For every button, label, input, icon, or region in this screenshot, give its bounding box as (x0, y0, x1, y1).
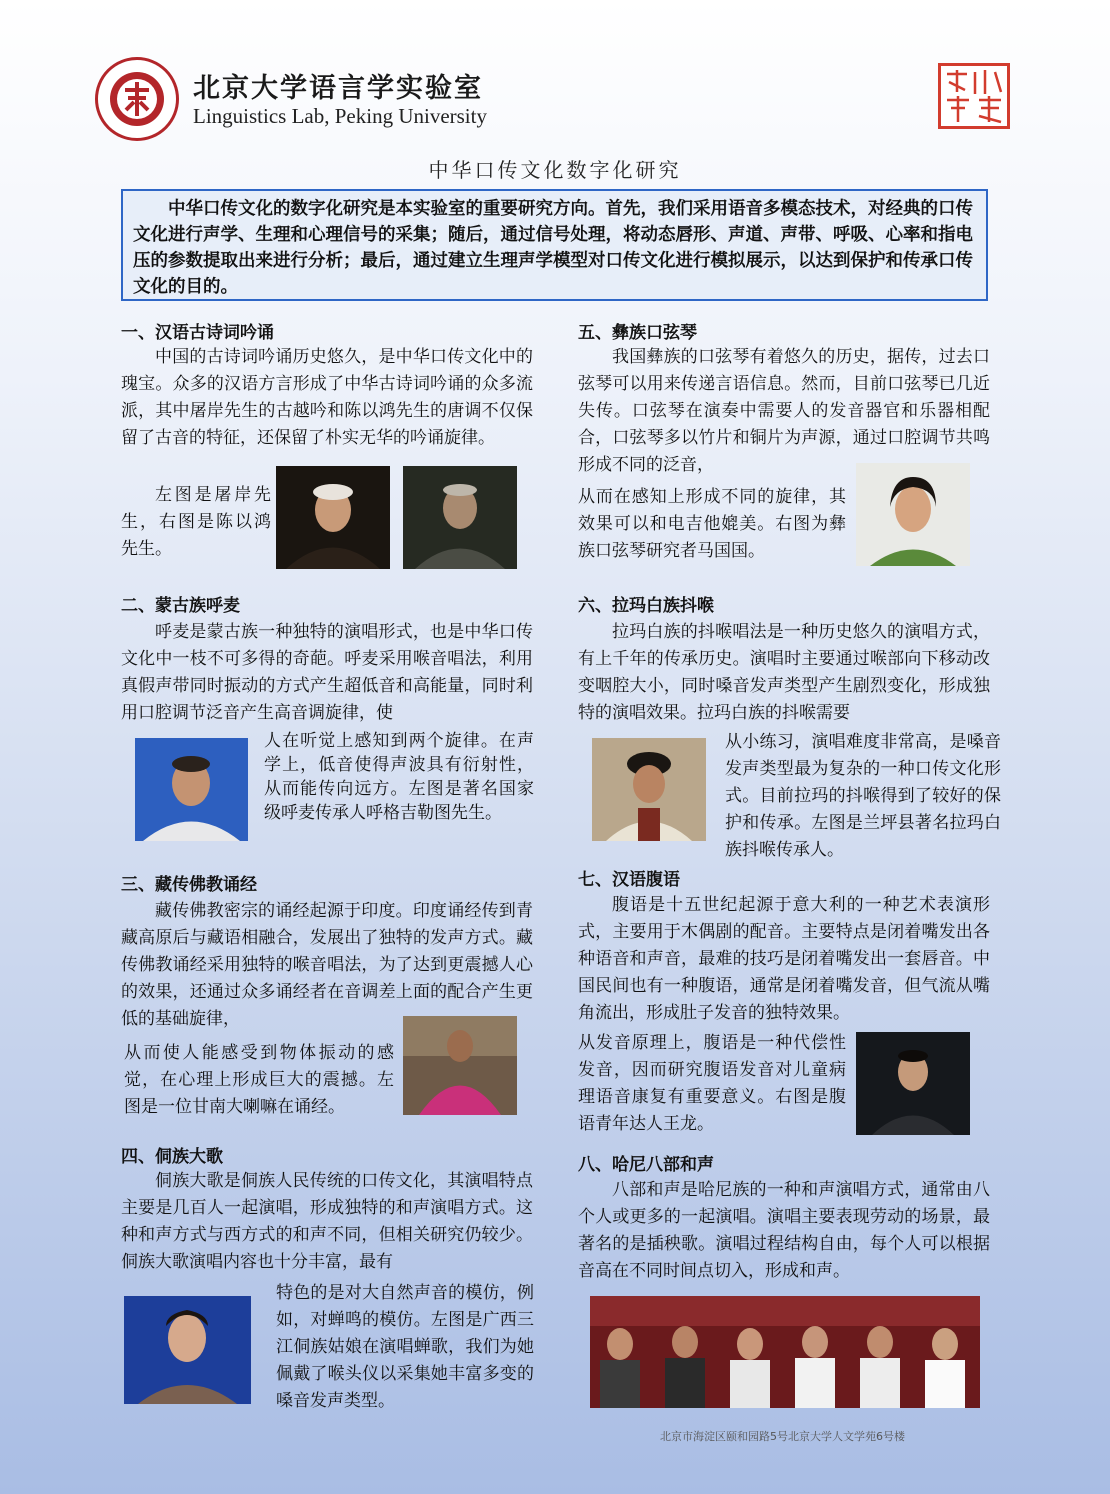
section-5-heading: 五、彝族口弦琴 (578, 323, 697, 343)
section-3-text-continued: 从而使人能感受到物体振动的感觉，在心理上形成巨大的震撼。左图是一位甘南大喇嘛在诵经。 (124, 1043, 394, 1117)
section-5-text-continued: 从而在感知上形成不同的旋律，其效果可以和电吉他媲美。右图为彝族口弦琴研究者马国国。 (578, 487, 846, 561)
peking-university-seal-icon (95, 57, 179, 141)
section-4-heading: 四、侗族大歌 (121, 1147, 223, 1167)
lab-title-cn: 北京大学语言学实验室 (193, 73, 483, 104)
section-6-heading: 六、拉玛白族抖喉 (578, 596, 714, 616)
photo-wang-long (856, 1032, 970, 1135)
photo-hugjiltu (135, 738, 248, 841)
section-6-text-continued: 从小练习，演唱难度非常高，是嗓音发声类型最为复杂的一种口传文化形式。目前拉玛的抖喉得到了较好的保护和传承。左图是兰坪县著名拉玛白族抖喉传承人。 (725, 732, 1001, 860)
section-6-text: 拉玛白族的抖喉唱法是一种历史悠久的演唱方式，有上千年的传承历史。演唱时主要通过喉部向下移动改变咽腔大小，同时嗓音发声类型产生剧烈变化，形成独特的演唱效果。拉玛白族的抖喉需要 (578, 622, 990, 723)
section-7-text: 腹语是十五世纪起源于意大利的一种艺术表演形式，主要用于木偶剧的配音。主要特点是闭着嘴发出各种语音和声音，最难的技巧是闭着嘴发出一套唇音。中国民间也有一种腹语，通常是闭着嘴发音，但气流从嘴角流出，形成肚子发音的独特效果。 (578, 895, 990, 1023)
photo-dong-singer (124, 1296, 251, 1404)
photo-lama-bai-singer (592, 738, 706, 841)
section-4-text-continued: 特色的是对大自然声音的模仿，例如，对蝉鸣的模仿。左图是广西三江侗族姑娘在演唱蝉歌，我们为她佩戴了喉头仪以采集她丰富多变的嗓音发声类型。 (276, 1283, 534, 1411)
section-1-caption: 左图是屠岸先生，右图是陈以鸿先生。 (121, 485, 271, 559)
section-1-heading: 一、汉语古诗词吟诵 (121, 323, 274, 343)
section-5-text: 我国彝族的口弦琴有着悠久的历史，据传，过去口弦琴可以用来传递言语信息。然而，目前口弦琴已几近失传。口弦琴在演奏中需要人的发音器官和乐器相配合，口弦琴多以竹片和铜片为声源，通过口腔调节共鸣形成不同的泛音， (578, 347, 990, 475)
section-2-heading: 二、蒙古族呼麦 (121, 596, 240, 616)
section-2-text: 呼麦是蒙古族一种独特的演唱形式，也是中华口传文化中一枝不可多得的奇葩。呼麦采用喉音唱法，利用真假声带同时振动的方式产生超低音和高能量，同时利用口腔调节泛音产生高音调旋律，使 (121, 622, 533, 723)
section-1-text: 中国的古诗词吟诵历史悠久，是中华口传文化中的瑰宝。众多的汉语方言形成了中华古诗词吟诵的众多流派，其中屠岸先生的古越吟和陈以鸿先生的唐调不仅保留了古音的特征，还保留了朴实无华的吟诵旋律。 (121, 347, 533, 448)
page-title: 中华口传文化数字化研究 (428, 158, 682, 182)
photo-tu-an (276, 466, 390, 569)
photo-chen-yihong (403, 466, 517, 569)
red-seal-stamp-icon (938, 63, 1010, 129)
section-8-heading: 八、哈尼八部和声 (578, 1155, 714, 1175)
section-3-text: 藏传佛教密宗的诵经起源于印度。印度诵经传到青藏高原后与藏语相融合，发展出了独特的发声方式。藏传佛教诵经采用独特的喉音唱法，为了达到更震撼人心的效果，还通过众多诵经者在音调差上面的配合产生更低的基础旋律， (121, 901, 533, 1029)
intro-box: 中华口传文化的数字化研究是本实验室的重要研究方向。首先，我们采用语音多模态技术，对经典的口传文化进行声学、生理和心理信号的采集；随后，通过信号处理，将动态唇形、声道、声带、呼吸、心率和指电压的参数提取出来进行分析；最后，通过建立生理声学模型对口传文化进行模拟展示，以达到保护和传承口传文化的目的。 (121, 189, 988, 301)
section-8-text: 八部和声是哈尼族的一种和声演唱方式，通常由八个人或更多的一起演唱。演唱主要表现劳动的场景，最著名的是插秧歌。演唱过程结构自由，每个人可以根据音高在不同时间点切入，形成和声。 (578, 1180, 990, 1281)
section-2-text-continued: 人在听觉上感知到两个旋律。在声学上，低音使得声波具有衍射性，从而能传向远方。左图是著名国家级呼麦传承人呼格吉勒图先生。 (264, 731, 534, 823)
section-7-heading: 七、汉语腹语 (578, 870, 680, 890)
photo-hani-choir (590, 1296, 980, 1408)
photo-lama-chanting (403, 1016, 517, 1115)
lab-title-en: Linguistics Lab, Peking University (193, 104, 487, 128)
photo-ma-guoguo (856, 463, 970, 566)
section-7-text-continued: 从发音原理上，腹语是一种代偿性发音，因而研究腹语发音对儿童病理语音康复有重要意义。右图是腹语青年达人王龙。 (578, 1033, 846, 1134)
footer-address: 北京市海淀区颐和园路5号北京大学人文学苑6号楼 (660, 1430, 905, 1443)
section-3-heading: 三、藏传佛教诵经 (121, 875, 257, 895)
section-4-text: 侗族大歌是侗族人民传统的口传文化，其演唱特点主要是几百人一起演唱，形成独特的和声演唱方式。这种和声方式与西方式的和声不同，但相关研究仍较少。侗族大歌演唱内容也十分丰富，最有 (121, 1171, 533, 1272)
